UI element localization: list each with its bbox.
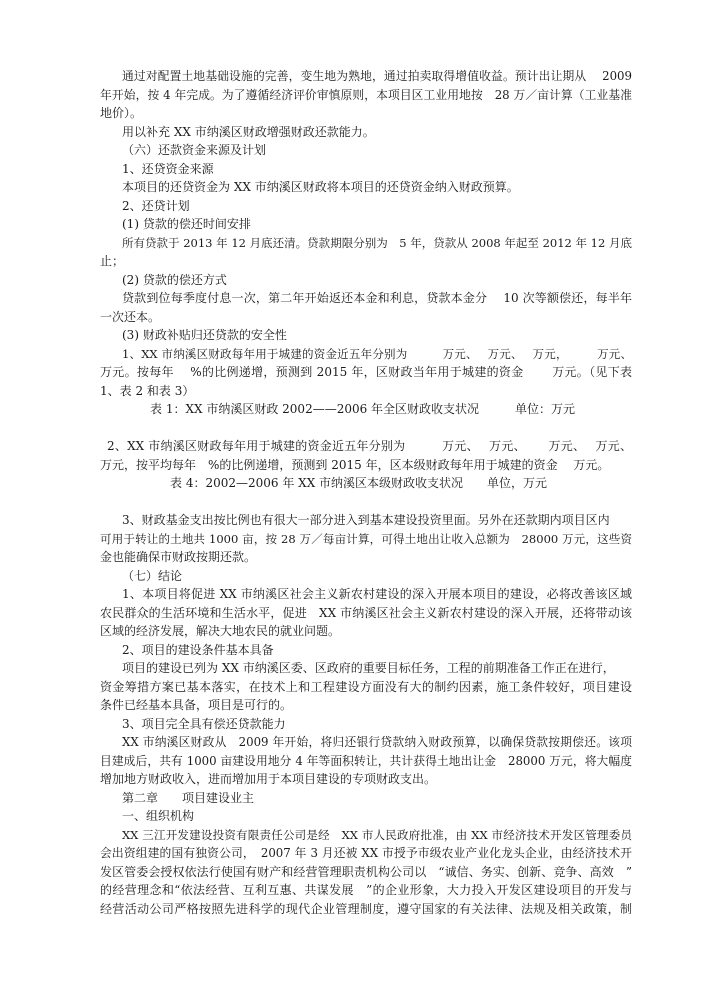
text-line: 农民群众的生活环境和生活水平，促进 XX 市纳溪区社会主义新农村建设的深入开展，还将带动该 <box>100 605 632 620</box>
text-line: 用以补充 XX 市纳溪区财政增强财政还款能力。 <box>122 124 375 139</box>
paragraph <box>100 733 640 789</box>
item-heading-text: (2) 贷款的偿还方式 <box>122 272 227 287</box>
paragraph <box>100 826 640 919</box>
chapter-title <box>100 789 640 808</box>
paragraph <box>100 123 640 142</box>
text-line: 会出资组建的国有独资公司， 2007 年 3 月还被 XX 市授予市级农业产业化龙头企业，由经济技术开 <box>100 846 632 860</box>
text-line: 1、本项目将促进 XX 市纳溪区社会主义新农村建设的深入开展本项目的建设，必将改善该区域 <box>122 587 632 601</box>
chapter-title-text: 第二章 项目建设业主 <box>122 790 255 805</box>
paragraph <box>100 585 640 641</box>
subsection-heading-text: 1、还贷资金来源 <box>122 161 214 176</box>
table-caption <box>100 474 640 493</box>
text-line: 通过对配置土地基础设施的完善，变生地为熟地，通过拍卖取得增值收益。预计出让期从 2009 <box>122 69 632 83</box>
text-line: 区域的经济发展，解决大地农民的就业问题。 <box>100 624 341 638</box>
blank-line <box>100 419 640 438</box>
section-heading-text: 一、组织机构 <box>122 809 195 823</box>
section-heading <box>100 567 640 586</box>
subsection-heading <box>100 641 640 660</box>
paragraph <box>100 289 640 326</box>
item-heading <box>100 326 640 345</box>
text-line: 万元。按每年 %的比例递增，预测到 2015 年，区财政当年用于城建的资金 万元。（见下表 <box>100 365 632 379</box>
paragraph <box>100 67 640 123</box>
text-line: 条件已经基本具备，项目是可行的。 <box>100 698 293 712</box>
paragraph <box>100 437 640 474</box>
paragraph <box>100 345 640 401</box>
table-caption-text: 表 1：XX 市纳溪区财政 2002——2006 年全区财政收支状况 单位：万元 <box>150 402 576 416</box>
text-line: 2、XX 市纳溪区财政每年用于城建的资金近五年分别为 万元、 万元、 万元、 万元、 <box>107 439 632 453</box>
text-line: 止； <box>100 254 125 268</box>
text-line: 一次还本。 <box>100 309 161 324</box>
text-line: 所有贷款于 2013 年 12 月底还清。贷款期限分别为 5 年，贷款从 2008 年起至 2012 年 12 月底 <box>122 235 632 250</box>
section-heading-text: （六）还款资金来源及计划 <box>122 143 267 157</box>
table-caption <box>100 400 640 419</box>
text-line: 发区管委会授权依法行使国有财产和经营管理职责机构公司以 “诚信、务实、创新、竞争、高效 ” <box>100 864 632 879</box>
text-line: 万元，按平均每年 %的比例递增，预测到 2015 年，区本级财政每年用于城建的资金 万元。 <box>100 457 610 472</box>
subsection-heading-text: 3、项目完全具有偿还贷款能力 <box>122 716 286 731</box>
subsection-heading-text: 2、项目的建设条件基本具备 <box>122 642 274 657</box>
text-line: 1、XX 市纳溪区财政每年用于城建的资金近五年分别为 万元、 万元、 万元， 万元、 <box>122 346 632 361</box>
text-line: 地价）。 <box>100 106 143 120</box>
section-heading <box>100 141 640 160</box>
blank-line <box>100 493 640 512</box>
text-line: 资金筹措方案已基本落实，在技术上和工程建设方面没有大的制约因素，施工条件较好，项目建设 <box>100 679 632 694</box>
text-line: 3、财政基金支出按比例也有很大一部分进入到基本建设投资里面。另外在还款期内项目区内 <box>122 513 610 527</box>
item-heading <box>100 215 640 234</box>
text-line: 项目的建设已列为 XX 市纳溪区委、区政府的重要目标任务，工程的前期准备工作正在进行， <box>122 661 615 675</box>
paragraph <box>100 178 640 197</box>
text-line: 年开始，按 4 年完成。为了遵循经济评价审慎原则，本项目区工业用地按 28 万／亩计算（工业基准 <box>100 87 632 102</box>
text-line: 1、表 2 和表 3） <box>100 383 195 398</box>
document-page <box>100 67 640 918</box>
text-line: 增加地方财政收入，进而增加用于本项目建设的专项财政支出。 <box>100 772 437 786</box>
text-line: XX 三江开发建设投资有限责任公司是经 XX 市人民政府批准，由 XX 市经济技术开发区管理委员 <box>122 827 632 842</box>
table-caption-text: 表 4：2002—2006 年 XX 市纳溪区本级财政收支状况 单位，万元 <box>170 476 548 490</box>
text-line: 贷款到位每季度付息一次，第二年开始返还本金和利息，贷款本金分 10 次等额偿还，每半年 <box>122 291 632 305</box>
subsection-heading <box>100 715 640 734</box>
subsection-heading <box>100 160 640 179</box>
text-line: 本项目的还贷资金为 XX 市纳溪区财政将本项目的还贷资金纳入财政预算。 <box>122 180 519 194</box>
text-line: XX 市纳溪区财政从 2009 年开始，将归还银行贷款纳入财政预算，以确保贷款按期偿还。该项 <box>122 735 632 749</box>
text-line: 的经营理念和“依法经营、互利互惠、共谋发展 ”的企业形象，大力投入开发区建设项目的开发与 <box>100 883 632 897</box>
section-heading-text: （七）结论 <box>122 568 183 583</box>
subsection-heading-text: 2、还贷计划 <box>122 198 190 213</box>
paragraph <box>100 234 640 271</box>
item-heading-text: (1) 贷款的偿还时间安排 <box>122 217 251 231</box>
paragraph <box>100 659 640 715</box>
text-line: 目建成后，共有 1000 亩建设用地分 4 年等面积转让，共计获得土地出让金 28000 万元，将大幅度 <box>100 753 632 768</box>
text-line: 经营活动公司严格按照先进科学的现代企业管理制度，遵守国家的有关法律、法规及相关政策，制 <box>100 901 632 916</box>
subsection-heading <box>100 197 640 216</box>
item-heading <box>100 271 640 290</box>
section-heading <box>100 807 640 826</box>
paragraph <box>100 511 640 567</box>
item-heading-text: (3) 财政补贴归还贷款的安全性 <box>122 328 287 342</box>
text-line: 金也能确保市财政按期还款。 <box>100 550 257 564</box>
text-line: 可用于转让的土地共 1000 亩，按 28 万／每亩计算，可得土地出让收入总额为 28000 万元，这些资 <box>100 531 632 546</box>
